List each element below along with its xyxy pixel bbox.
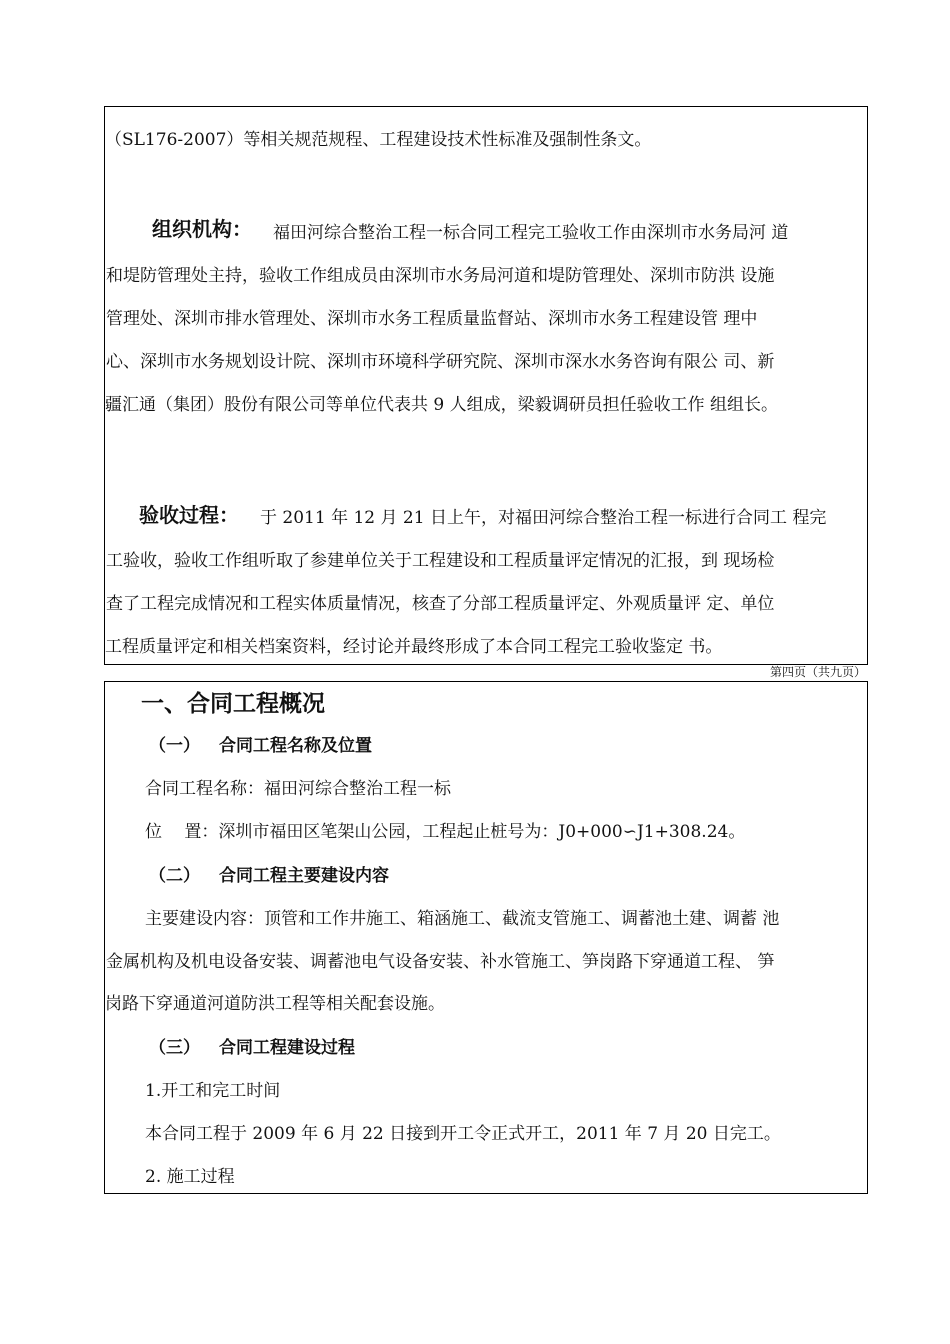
project-location-line: 位 置：深圳市福田区笔架山公园，工程起止桩号为：J0+000∽J1+308.24。 <box>145 822 746 842</box>
process-heading-label: 验收过程： <box>139 503 239 527</box>
process-line-2: 工验收，验收工作组听取了参建单位关于工程建设和工程质量评定情况的汇报，到 现场检 <box>106 551 775 571</box>
page-number: 第四页（共九页） <box>769 665 866 679</box>
process-line-4: 工程质量评定和相关档案资料，经讨论并最终形成了本合同工程完工验收鉴定 书。 <box>105 637 723 657</box>
project-name-line: 合同工程名称：福田河综合整治工程一标 <box>145 779 451 799</box>
content-line-2: 金属机构及机电设备安装、调蓄池电气设备安装、补水管施工、笋岗路下穿通道工程、 笋 <box>106 952 775 972</box>
org-line-5: 疆汇通（集团）股份有限公司等单位代表共 9 人组成，梁毅调研员担任验收工作 组组长。 <box>105 395 779 415</box>
content-line-3: 岗路下穿通道河道防洪工程等相关配套设施。 <box>105 994 445 1014</box>
org-text-1: 福田河综合整治工程一标合同工程完工验收工作由深圳市水务局河 道 <box>273 223 789 243</box>
org-line-3: 管理处、深圳市排水管理处、深圳市水务工程质量监督站、深圳市水务工程建设管 理中 <box>106 309 758 329</box>
item-2-heading: 2. 施工过程 <box>145 1167 235 1187</box>
org-line-2: 和堤防管理处主持，验收工作组成员由深圳市水务局河道和堤防管理处、深圳市防洪 设施 <box>106 266 775 286</box>
org-heading-label: 组织机构： <box>152 217 252 241</box>
org-heading <box>152 217 252 243</box>
document-frame-bottom <box>104 681 868 1194</box>
subsection-1-num: （一） <box>149 736 200 756</box>
org-line-4: 心、深圳市水务规划设计院、深圳市环境科学研究院、深圳市深水水务咨询有限公 司、新 <box>106 352 775 372</box>
process-heading <box>139 503 239 529</box>
item-1-heading: 1.开工和完工时间 <box>145 1081 281 1101</box>
org-line-1 <box>273 221 867 245</box>
content-line-1: 主要建设内容：顶管和工作井施工、箱涵施工、截流支管施工、调蓄池土建、调蓄 池 <box>145 909 780 929</box>
standards-line: （SL176-2007）等相关规范规程、工程建设技术性标准及强制性条文。 <box>105 130 652 150</box>
subsection-2-num: （二） <box>149 866 200 886</box>
subsection-3-num: （三） <box>149 1038 200 1058</box>
document-frame-top <box>104 106 868 665</box>
section-title: 一、合同工程概况 <box>141 691 325 717</box>
item-1-text: 本合同工程于 2009 年 6 月 22 日接到开工令正式开工，2011 年 7 月 20 日完工。 <box>145 1124 781 1144</box>
subsection-1-title: 合同工程名称及位置 <box>219 736 372 756</box>
subsection-3-title: 合同工程建设过程 <box>219 1038 355 1058</box>
process-line-1: 于 2011 年 12 月 21 日上午，对福田河综合整治工程一标进行合同工 程完 <box>260 508 827 528</box>
subsection-2-title: 合同工程主要建设内容 <box>219 866 389 886</box>
process-line-3: 查了工程完成情况和工程实体质量情况，核查了分部工程质量评定、外观质量评 定、单位 <box>106 594 775 614</box>
